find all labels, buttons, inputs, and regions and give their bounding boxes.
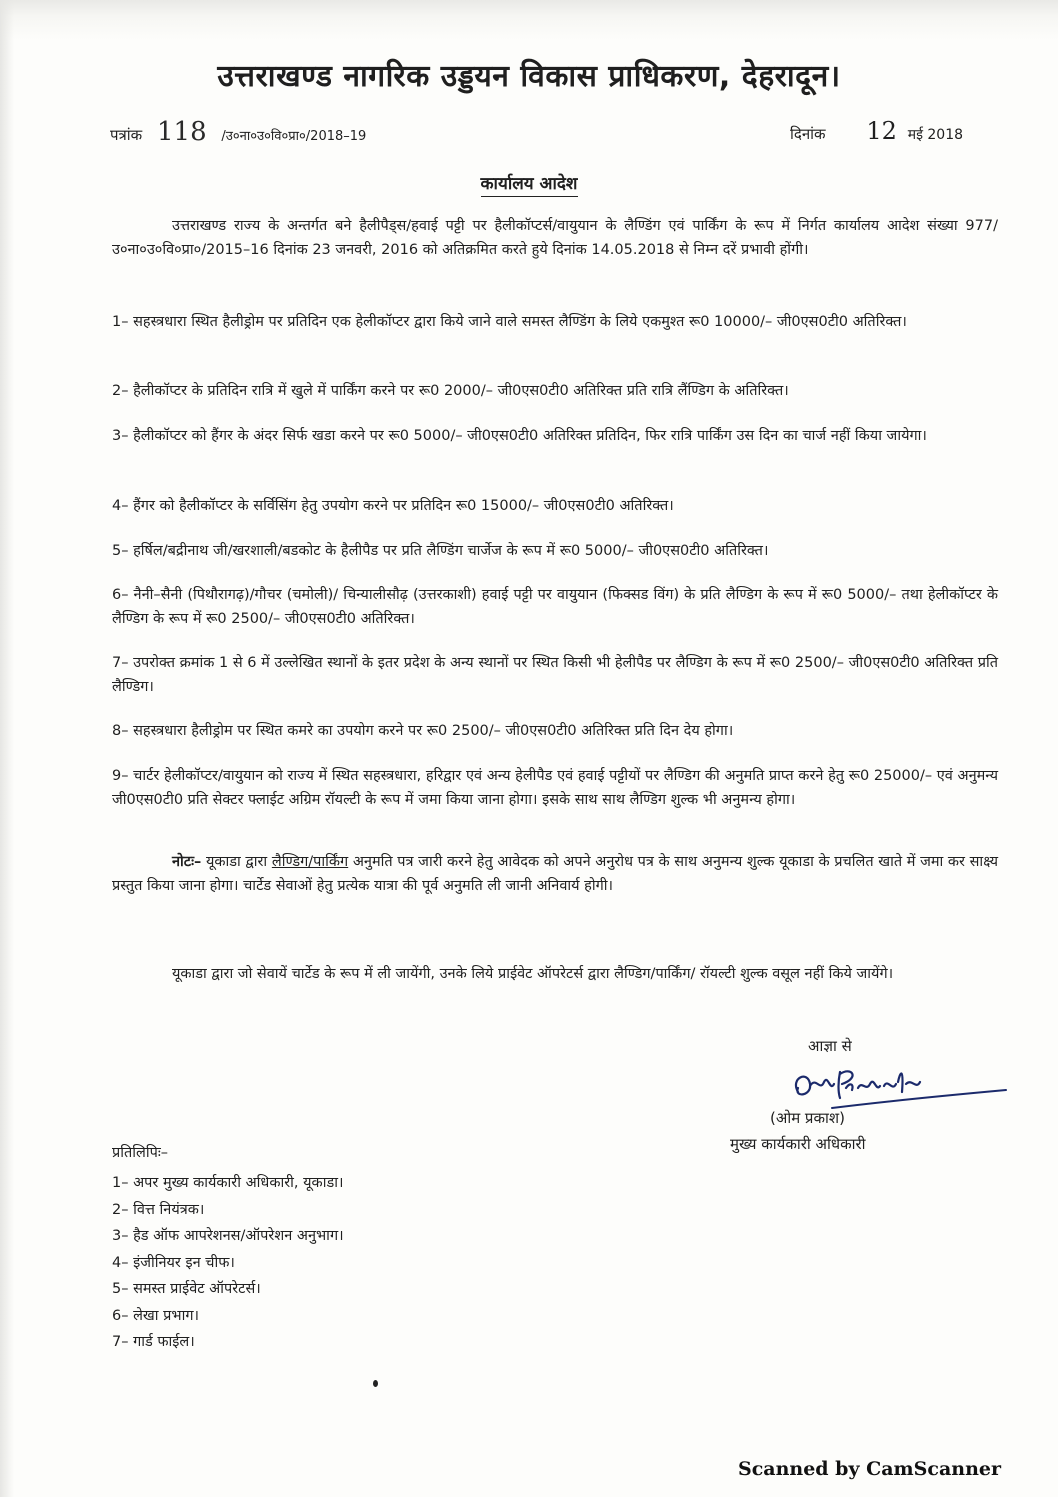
copy-to-title: प्रतिलिपिः– — [112, 1145, 169, 1161]
rate-item-text: 9– चार्टर हेलीकॉप्टर/वायुयान को राज्य में स्थित सहस्त्रधारा, हरिद्वार एवं अन्य हेलीपैड एवं हवाई पट्टीयों पर लैण्डिग की अनुमति प्राप्त करने हेतु रू0 25000/– एवं अनुमन्य जी0एस0टी0 प्रति सेक्टर फ्लाईट अग्रिम रॉयल्टी के रूप में जमा किया जाना होगा। इसके साथ साथ लैण्डिग शुल्क भी अनुमन्य होगा। — [112, 768, 998, 808]
copy-to-item: 2– वित्त नियंत्रक। — [112, 1201, 205, 1218]
reference-suffix: /उ०ना०उ०वि०प्रा०/2018–19 — [221, 129, 367, 144]
date-label: दिनांक — [790, 125, 826, 143]
reference-line — [110, 117, 366, 147]
note-label: नोटः– — [172, 854, 202, 870]
note-paragraph — [112, 850, 998, 898]
rate-item-text: 3– हैलीकॉप्टर को हैंगर के अंदर सिर्फ खडा करने पर रू0 5000/– जी0एस0टी0 अतिरिक्त प्रतिदिन, फिर रात्रि पार्किंग उस दिन का चार्ज नहीं किया जायेगा। — [112, 428, 927, 444]
rate-item-text: 6– नैनी–सैनी (पिथौरागढ़)/गौचर (चमोली)/ चिन्यालीसौढ़ (उत्तरकाशी) हवाई पट्टी पर वायुयान (फिक्सड विंग) के प्रति लैण्डिग के रूप में रू0 5000/– तथा हेलीकॉप्टर के लैण्डिग के रूप में रू0 2500/– जी0एस0टी0 अतिरिक्त। — [112, 587, 998, 627]
rate-item-8 — [112, 719, 998, 743]
copy-to-item: 1– अपर मुख्य कार्यकारी अधिकारी, यूकाडा। — [112, 1175, 344, 1191]
organization-heading: उत्तराखण्ड नागरिक उड्डयन विकास प्राधिकरण, देहरादून। — [217, 59, 841, 94]
closing-paragraph — [112, 962, 998, 986]
rate-item-4 — [112, 494, 998, 518]
handwritten-signature — [780, 1052, 1010, 1112]
order-title — [0, 171, 1058, 194]
note-text-before: यूकाडा द्वारा — [205, 854, 268, 870]
note-underlined-text: लैण्डिग/पार्किंग — [271, 854, 349, 870]
note-text-after: अनुमति पत्र जारी करने हेतु आवेदक को अपने अनुरोध पत्र के साथ अनुमन्य शुल्क यूकाडा के प्रचलित खाते में जमा कर साक्ष्य प्रस्तुत किया जाना होगा। चार्टेड सेवाओं हेतु प्रत्येक यात्रा की पूर्व अनुमति ली जानी अनिवार्य होगी। — [112, 854, 999, 894]
date-month-year: मई 2018 — [907, 127, 964, 143]
rate-item-7 — [112, 651, 998, 699]
rate-item-text: 2– हैलीकॉप्टर के प्रतिदिन रात्रि में खुले में पार्किंग करने पर रू0 2000/– जी0एस0टी0 अतिरिक्त प्रति रात्रि लैंण्डिग के अतिरिक्त। — [112, 383, 789, 399]
intro-paragraph — [112, 214, 998, 262]
scan-left-shadow — [0, 0, 14, 1497]
rate-item-1 — [112, 310, 998, 334]
by-order-text: आज्ञा से — [808, 1037, 852, 1055]
copy-to-list — [112, 1142, 344, 1356]
rate-item-text: 1– सहस्त्रधारा स्थित हैलीड्रोम पर प्रतिदिन एक हेलीकॉप्टर द्वारा किये जाने वाले समस्त लैण्डिंग के लिये एकमुश्त रू0 10000/– जी0एस0टी0 अतिरिक्त। — [112, 314, 907, 330]
scan-speck — [373, 1380, 378, 1387]
copy-to-item: 6– लेखा प्रभाग। — [112, 1307, 199, 1324]
signatory-name: (ओम प्रकाश) — [770, 1109, 845, 1127]
reference-label: पत्रांक — [110, 126, 143, 144]
signatory-designation: मुख्य कार्यकारी अधिकारी — [730, 1135, 866, 1153]
rate-item-text: 8– सहस्त्रधारा हैलीड्रोम पर स्थित कमरे का उपयोग करने पर रू0 2500/– जी0एस0टी0 अतिरिक्त प्रति दिन देय होगा। — [112, 723, 734, 739]
order-title-text: कार्यालय आदेश — [481, 174, 578, 197]
rate-item-text: 4– हैंगर को हैलीकॉप्टर के सर्विसिंग हेतु उपयोग करने पर प्रतिदिन रू0 15000/– जी0एस0टी0 अतिरिक्त। — [112, 498, 674, 514]
copy-to-item: 5– समस्त प्राईवेट ऑपरेटर्स। — [112, 1281, 261, 1297]
rate-item-5 — [112, 539, 998, 563]
rate-item-9 — [112, 764, 998, 812]
date-line — [790, 117, 963, 145]
rate-item-text: 7– उपरोक्त क्रमांक 1 से 6 में उल्लेखित स्थानों के इतर प्रदेश के अन्य स्थानों पर स्थित किसी भी हेलीपैड पर लैण्डिग के रूप में रू0 2500/– जी0एस0टी0 अतिरिक्त प्रति लैण्डिग। — [112, 655, 998, 695]
reference-number: 118 — [157, 117, 207, 147]
intro-text: उत्तराखण्ड राज्य के अन्तर्गत बने हैलीपैड्स/हवाई पट्टी पर हैलीकॉप्टर्स/वायुयान के लैण्डिंग एवं पार्किंग के रूप में निर्गत कार्यालय आदेश संख्या 977/उ०ना०उ०वि०प्रा०/2015–16 दिनांक 23 जनवरी, 2016 को अतिक्रमित करते हुये दिनांक 14.05.2018 से निम्न दरें प्रभावी होंगी। — [112, 218, 998, 258]
date-day: 12 — [866, 117, 897, 145]
copy-to-item: 3– हैड ऑफ आपरेशनस/ऑपरेशन अनुभाग। — [112, 1228, 344, 1244]
rate-item-3 — [112, 424, 998, 448]
rate-item-text: 5– हर्षिल/बद्रीनाथ जी/खरशाली/बडकोट के हैलीपैड पर प्रति लैण्डिंग चार्जेज के रूप में रू0 5000/– जी0एस0टी0 अतिरिक्त। — [112, 543, 769, 559]
rate-item-2 — [112, 379, 998, 403]
closing-text: यूकाडा द्वारा जो सेवायें चार्टेड के रूप में ली जायेंगी, उनके लिये प्राईवेट ऑपरेटर्स द्वारा लैण्डिग/पार्किंग/ रॉयल्टी शुल्क वसूल नहीं किये जायेंगे। — [172, 966, 894, 982]
copy-to-item: 7– गार्ड फाईल। — [112, 1334, 195, 1350]
scan-top-shadow — [0, 0, 1058, 40]
scanner-watermark: Scanned by CamScanner — [737, 1458, 1001, 1480]
copy-to-item: 4– इंजीनियर इन चीफ। — [112, 1254, 235, 1271]
signature-block — [730, 1036, 1010, 1166]
rate-item-6 — [112, 583, 998, 631]
